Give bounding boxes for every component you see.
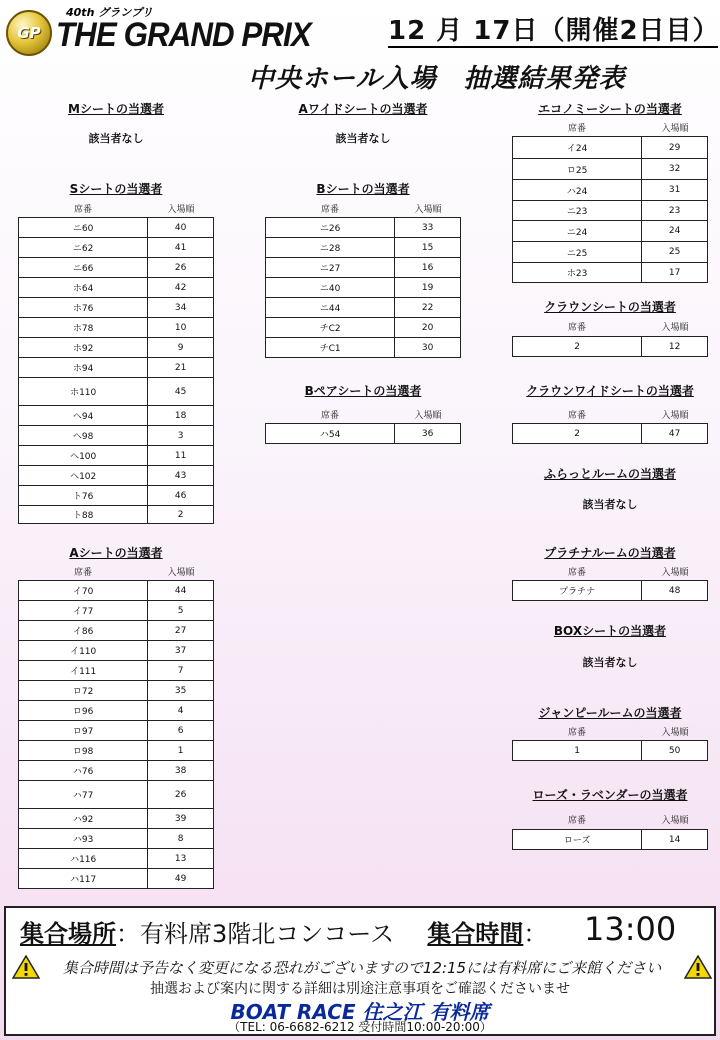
seat-number-cell: ロ98	[19, 741, 148, 761]
seat-number-cell: ハ77	[19, 781, 148, 809]
meeting-time-colon: ：	[523, 920, 548, 948]
entry-order-cell: 4	[148, 701, 214, 721]
b-seat-title: Bシートの当選者	[316, 182, 410, 196]
entry-order-cell: 7	[148, 661, 214, 681]
table-row	[19, 681, 214, 701]
seat-number-cell: イ77	[19, 601, 148, 621]
entry-order-cell: 23	[642, 201, 708, 221]
table-row	[513, 263, 708, 283]
logo-title: THE GRAND PRIX	[56, 16, 311, 54]
table-row	[19, 601, 214, 621]
seat-number-cell: ニ26	[266, 218, 395, 238]
entry-order-cell: 50	[642, 741, 708, 761]
m-seat-no-winner: 該当者なし	[88, 132, 144, 145]
box-seat-title: BOXシートの当選者	[553, 624, 667, 638]
entry-order-cell: 47	[642, 424, 708, 444]
crown-seat-title: クラウンシートの当選者	[544, 300, 676, 314]
entry-order-cell: 37	[148, 641, 214, 661]
economy-seat-header	[512, 121, 708, 134]
a-wide-seat-title: Aワイドシートの当選者	[298, 102, 428, 116]
crown-seat-header	[512, 320, 708, 333]
warning-icon	[12, 955, 40, 979]
seat-number-cell: イ86	[19, 621, 148, 641]
table-row	[19, 238, 214, 258]
economy-seat-title: エコノミーシートの当選者	[538, 102, 682, 116]
entry-order-cell: 3	[148, 426, 214, 446]
s-seat-title: Sシートの当選者	[69, 182, 163, 196]
table-row	[19, 406, 214, 426]
seat-number-cell: ハ116	[19, 849, 148, 869]
seat-number-cell: ニ40	[266, 278, 395, 298]
jumpy-room-title: ジャンピールームの当選者	[538, 706, 682, 720]
seat-number-cell: 2	[513, 424, 642, 444]
m-seat-title: Mシートの当選者	[68, 102, 164, 116]
entry-order-cell: 8	[148, 829, 214, 849]
seat-number-cell: チC1	[266, 338, 395, 358]
table-row	[513, 242, 708, 263]
seat-number-cell: ホ92	[19, 338, 148, 358]
table-row	[19, 621, 214, 641]
seat-number-cell: ニ62	[19, 238, 148, 258]
table-row	[19, 701, 214, 721]
table-row	[19, 581, 214, 601]
seat-number-cell: ロ97	[19, 721, 148, 741]
table-row	[19, 378, 214, 406]
table-row	[513, 424, 708, 444]
entry-col-header: 入場順	[414, 411, 442, 421]
seat-number-cell: ト88	[19, 506, 148, 524]
b-pair-seat-table	[265, 423, 461, 444]
logo	[6, 4, 356, 54]
seat-col-header: 席番	[320, 205, 339, 215]
entry-order-cell: 6	[148, 721, 214, 741]
table-row	[19, 849, 214, 869]
entry-order-cell: 30	[395, 338, 461, 358]
seat-number-cell: ハ24	[513, 180, 642, 201]
seat-col-header: 席番	[320, 411, 339, 421]
seat-number-cell: ホ76	[19, 298, 148, 318]
entry-order-cell: 41	[148, 238, 214, 258]
crown-wide-seat-table	[512, 423, 708, 444]
economy-seat-table	[512, 136, 708, 283]
gp-emblem: GP	[6, 10, 52, 56]
entry-order-cell: 35	[148, 681, 214, 701]
table-row	[513, 221, 708, 242]
seat-number-cell: ヘ98	[19, 426, 148, 446]
seat-number-cell: ロ96	[19, 701, 148, 721]
table-row	[19, 809, 214, 829]
entry-order-cell: 46	[148, 486, 214, 506]
table-row	[19, 506, 214, 524]
seat-col-header: 席番	[567, 816, 586, 826]
table-row	[19, 318, 214, 338]
seat-number-cell: チC2	[266, 318, 395, 338]
table-row	[19, 218, 214, 238]
entry-order-cell: 11	[148, 446, 214, 466]
s-seat-header	[18, 202, 214, 215]
contact-tel: （TEL: 06-6682-6212 受付時間10:00-20:00）	[228, 1020, 492, 1034]
seat-number-cell: ハ93	[19, 829, 148, 849]
table-row	[266, 298, 461, 318]
seat-col-header: 席番	[567, 124, 586, 134]
entry-order-cell: 18	[148, 406, 214, 426]
jumpy-room-header	[512, 725, 708, 738]
seat-number-cell: ホ94	[19, 358, 148, 378]
seat-number-cell: ヘ102	[19, 466, 148, 486]
platinum-room-header	[512, 565, 708, 578]
seat-number-cell: ハ117	[19, 869, 148, 889]
entry-col-header: 入場順	[167, 568, 195, 578]
a-seat-title: Aシートの当選者	[69, 546, 163, 560]
entry-order-cell: 1	[148, 741, 214, 761]
table-row	[513, 741, 708, 761]
b-seat-table	[265, 217, 461, 358]
seat-col-header: 席番	[567, 411, 586, 421]
seat-number-cell: ヘ100	[19, 446, 148, 466]
table-row	[513, 581, 708, 601]
table-row	[513, 137, 708, 159]
table-row	[19, 741, 214, 761]
warning-icon	[684, 955, 712, 979]
entry-col-header: 入場順	[661, 411, 689, 421]
flat-room-title: ふらっとルームの当選者	[543, 467, 676, 481]
entry-order-cell: 26	[148, 258, 214, 278]
meeting-place-label: 集合場所	[20, 920, 116, 948]
seat-number-cell: イ110	[19, 641, 148, 661]
meeting-place-line	[20, 914, 547, 949]
table-row	[19, 446, 214, 466]
entry-col-header: 入場順	[661, 124, 689, 134]
rose-lavender-table	[512, 829, 708, 850]
table-row	[266, 318, 461, 338]
warning-text: 集合時間は予告なく変更になる恐れがございますので12:15には有料席にご来館ください	[62, 958, 662, 977]
flat-room-no-winner: 該当者なし	[582, 498, 638, 511]
crown-wide-seat-header	[512, 408, 708, 421]
table-row	[19, 869, 214, 889]
rose-lavender-header	[512, 813, 708, 826]
table-row	[19, 781, 214, 809]
logo-subtitle: 40th グランプリ	[66, 6, 153, 19]
seat-col-header: 席番	[567, 728, 586, 738]
entry-order-cell: 16	[395, 258, 461, 278]
table-row	[19, 829, 214, 849]
table-row	[19, 278, 214, 298]
b-pair-seat-header	[265, 408, 461, 421]
entry-order-cell: 13	[148, 849, 214, 869]
entry-order-cell: 32	[642, 159, 708, 180]
seat-number-cell: ニ44	[266, 298, 395, 318]
entry-order-cell: 48	[642, 581, 708, 601]
details-note: 抽選および案内に関する詳細は別途注意事項をご確認くださいませ	[150, 981, 570, 997]
footer-info-box	[4, 906, 716, 1036]
entry-order-cell: 25	[642, 242, 708, 263]
entry-order-cell: 26	[148, 781, 214, 809]
seat-number-cell: ニ25	[513, 242, 642, 263]
seat-number-cell: ニ60	[19, 218, 148, 238]
table-row	[266, 338, 461, 358]
entry-order-cell: 20	[395, 318, 461, 338]
b-seat-header	[265, 202, 461, 215]
entry-order-cell: 39	[148, 809, 214, 829]
entry-order-cell: 33	[395, 218, 461, 238]
entry-order-cell: 34	[148, 298, 214, 318]
seat-number-cell: ロ25	[513, 159, 642, 180]
crown-seat-table	[512, 336, 708, 357]
entry-order-cell: 19	[395, 278, 461, 298]
page-title: 中央ホール入場 抽選結果発表	[248, 64, 626, 94]
table-row	[513, 830, 708, 850]
warning-line	[12, 954, 712, 980]
entry-col-header: 入場順	[661, 568, 689, 578]
entry-order-cell: 31	[642, 180, 708, 201]
entry-order-cell: 14	[642, 830, 708, 850]
entry-col-header: 入場順	[167, 205, 195, 215]
crown-wide-seat-title: クラウンワイドシートの当選者	[526, 384, 694, 398]
entry-order-cell: 42	[148, 278, 214, 298]
seat-number-cell: ト76	[19, 486, 148, 506]
seat-col-header: 席番	[567, 568, 586, 578]
seat-number-cell: ニ27	[266, 258, 395, 278]
table-row	[19, 486, 214, 506]
table-row	[19, 426, 214, 446]
a-seat-table	[18, 580, 214, 889]
seat-number-cell: ニ66	[19, 258, 148, 278]
seat-number-cell: ホ23	[513, 263, 642, 283]
entry-order-cell: 9	[148, 338, 214, 358]
a-seat-header	[18, 565, 214, 578]
table-row	[19, 358, 214, 378]
entry-order-cell: 21	[148, 358, 214, 378]
entry-order-cell: 45	[148, 378, 214, 406]
seat-number-cell: イ24	[513, 137, 642, 159]
table-row	[513, 201, 708, 221]
table-row	[19, 258, 214, 278]
entry-col-header: 入場順	[661, 323, 689, 333]
entry-order-cell: 27	[148, 621, 214, 641]
seat-number-cell: ニ24	[513, 221, 642, 242]
seat-number-cell: ホ110	[19, 378, 148, 406]
entry-col-header: 入場順	[661, 728, 689, 738]
box-seat-no-winner: 該当者なし	[582, 656, 638, 669]
entry-col-header: 入場順	[661, 816, 689, 826]
platinum-room-table	[512, 580, 708, 601]
boat-race-logo: BOAT RACE 住之江 有料席	[230, 1000, 490, 1024]
seat-number-cell: ハ54	[266, 424, 395, 444]
platinum-room-title: プラチナルームの当選者	[544, 546, 676, 560]
seat-col-header: 席番	[73, 568, 92, 578]
seat-col-header: 席番	[73, 205, 92, 215]
seat-number-cell: ローズ	[513, 830, 642, 850]
seat-number-cell: ハ92	[19, 809, 148, 829]
table-row	[513, 337, 708, 357]
entry-order-cell: 2	[148, 506, 214, 524]
rose-lavender-title: ローズ・ラベンダーの当選者	[532, 788, 688, 802]
entry-order-cell: 5	[148, 601, 214, 621]
entry-order-cell: 17	[642, 263, 708, 283]
table-row	[19, 466, 214, 486]
entry-order-cell: 43	[148, 466, 214, 486]
table-row	[266, 218, 461, 238]
table-row	[266, 278, 461, 298]
table-row	[266, 238, 461, 258]
seat-number-cell: プラチナ	[513, 581, 642, 601]
seat-number-cell: イ70	[19, 581, 148, 601]
entry-order-cell: 40	[148, 218, 214, 238]
meeting-place-value: ：有料席3階北コンコース	[116, 920, 395, 948]
seat-number-cell: ニ28	[266, 238, 395, 258]
table-row	[19, 761, 214, 781]
table-row	[266, 424, 461, 444]
seat-number-cell: ホ78	[19, 318, 148, 338]
seat-number-cell: ホ64	[19, 278, 148, 298]
meeting-time-value: 13:00	[584, 910, 677, 948]
entry-order-cell: 10	[148, 318, 214, 338]
entry-order-cell: 15	[395, 238, 461, 258]
meeting-time-label: 集合時間	[427, 920, 524, 948]
table-row	[19, 721, 214, 741]
table-row	[19, 298, 214, 318]
seat-number-cell: ハ76	[19, 761, 148, 781]
seat-number-cell: ニ23	[513, 201, 642, 221]
seat-number-cell: イ111	[19, 661, 148, 681]
a-wide-seat-no-winner: 該当者なし	[335, 132, 391, 145]
event-date: 12 月 17日（開催2日目）	[388, 16, 720, 46]
table-row	[19, 661, 214, 681]
seat-number-cell: ロ72	[19, 681, 148, 701]
entry-order-cell: 49	[148, 869, 214, 889]
seat-number-cell: ヘ94	[19, 406, 148, 426]
seat-number-cell: 2	[513, 337, 642, 357]
table-row	[19, 641, 214, 661]
table-row	[19, 338, 214, 358]
entry-order-cell: 38	[148, 761, 214, 781]
seat-col-header: 席番	[567, 323, 586, 333]
entry-order-cell: 36	[395, 424, 461, 444]
entry-order-cell: 44	[148, 581, 214, 601]
seat-number-cell: 1	[513, 741, 642, 761]
entry-order-cell: 22	[395, 298, 461, 318]
b-pair-seat-title: Bペアシートの当選者	[304, 384, 422, 398]
table-row	[513, 180, 708, 201]
table-row	[266, 258, 461, 278]
entry-order-cell: 12	[642, 337, 708, 357]
entry-order-cell: 29	[642, 137, 708, 159]
jumpy-room-table	[512, 740, 708, 761]
s-seat-table	[18, 217, 214, 524]
entry-order-cell: 24	[642, 221, 708, 242]
entry-col-header: 入場順	[414, 205, 442, 215]
table-row	[513, 159, 708, 180]
